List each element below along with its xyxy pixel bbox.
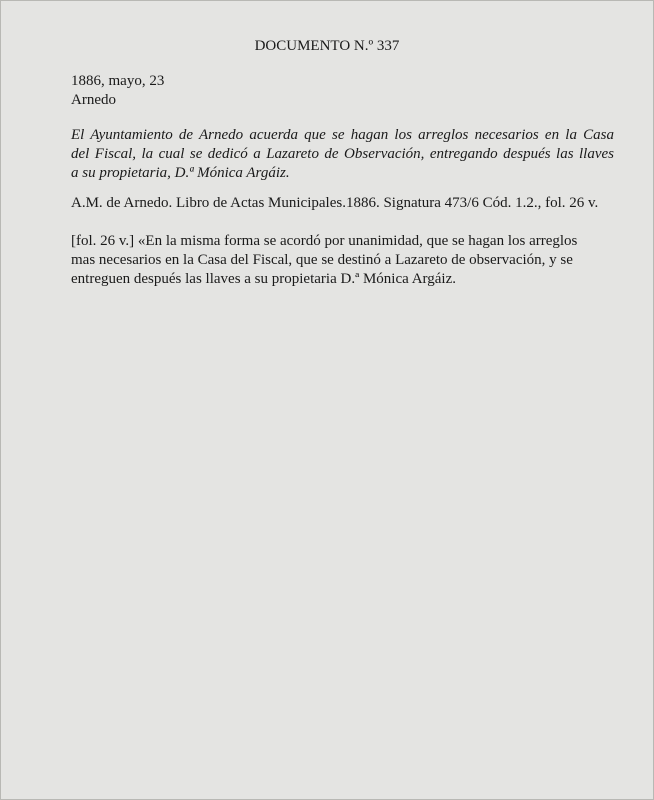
document-meta — [71, 72, 164, 110]
document-place: Arnedo — [71, 92, 116, 108]
document-transcription — [71, 232, 614, 289]
transcription-line: entreguen después las llaves a su propietaria D.ª Mónica Argáiz. — [71, 271, 456, 287]
document-summary — [71, 126, 614, 183]
summary-line: del Fiscal, la cual se dedicó a Lazareto de Observación, entregando después las llaves — [71, 146, 614, 162]
document-source: A.M. de Arnedo. Libro de Actas Municipales.1886. Signatura 473/6 Cód. 1.2., fol. 26 v. — [71, 195, 599, 211]
summary-line: El Ayuntamiento de Arnedo acuerda que se hagan los arreglos necesarios en la Casa — [71, 127, 614, 143]
document-title: DOCUMENTO N.º 337 — [254, 38, 400, 54]
document-date: 1886, mayo, 23 — [71, 73, 165, 89]
transcription-line: mas necesarios en la Casa del Fiscal, que se destinó a Lazareto de observación, y se — [71, 252, 573, 268]
transcription-line: [fol. 26 v.] «En la misma forma se acordó por unanimidad, que se hagan los arreglos — [71, 233, 578, 249]
summary-line: a su propietaria, D.ª Mónica Argáiz. — [71, 165, 290, 181]
